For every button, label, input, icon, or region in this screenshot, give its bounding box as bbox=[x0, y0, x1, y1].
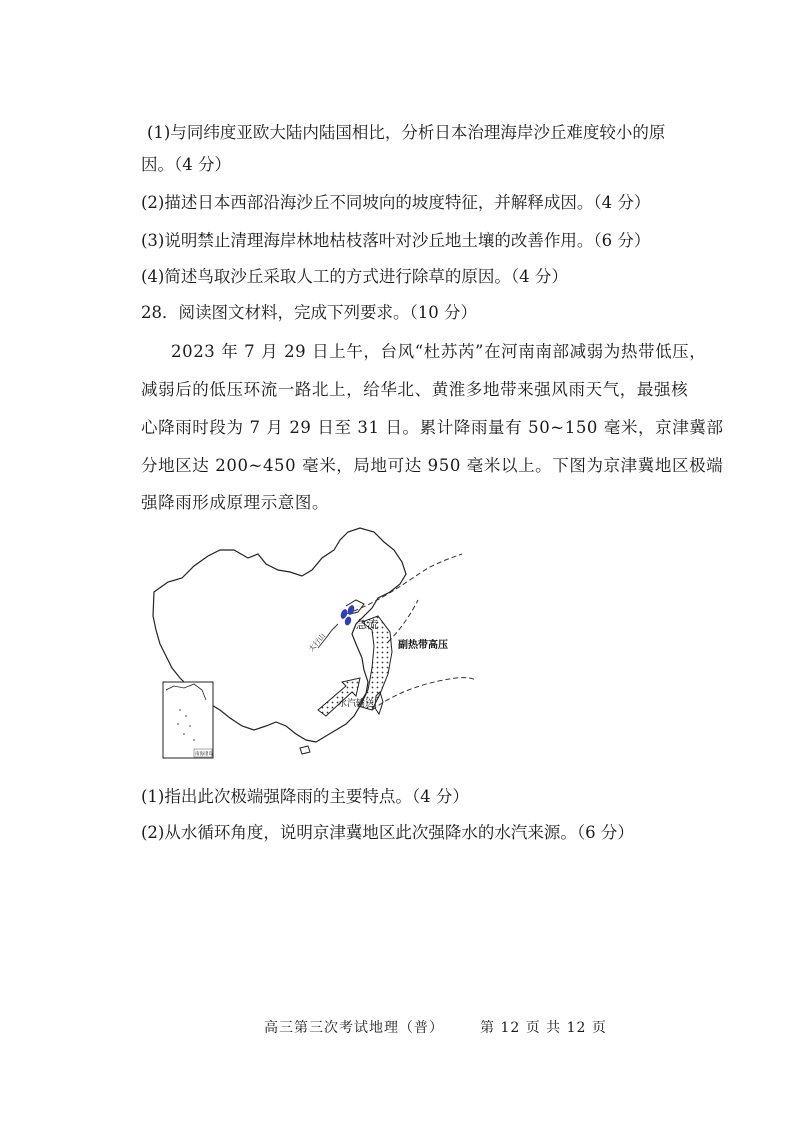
q27-subq-2: (2)描述日本西部沿海沙丘不同坡向的坡度特征，并解释成因。（4 分） bbox=[141, 193, 651, 212]
label-taihang: 太行山 bbox=[307, 632, 328, 654]
rain-area-2 bbox=[346, 604, 355, 615]
q28-paragraph-line-3: 心降雨时段为 7 月 29 日至 31 日。累计降雨量有 50~150 毫米，京津冀部 bbox=[141, 418, 724, 437]
south-sea-inset-frame bbox=[163, 682, 213, 758]
q28-paragraph-line-2: 减弱后的低压环流一路北上，给华北、黄淮多地带来强风雨天气，最强核 bbox=[141, 380, 689, 399]
hainan-outline bbox=[300, 746, 310, 754]
moisture-arrow bbox=[318, 678, 360, 716]
q28-subq-2: (2)从水循环角度，说明京津冀地区此次强降水的水汽来源。（6 分） bbox=[141, 823, 634, 842]
label-inset: 南海诸岛 bbox=[195, 752, 213, 757]
footer-page-number: 第 12 页 共 12 页 bbox=[480, 1020, 607, 1036]
label-vapor-transport: 水汽输送 bbox=[338, 699, 375, 709]
q28-paragraph-line-1: 2023 年 7 月 29 日上午，台风“杜苏芮”在河南南部减弱为热带低压， bbox=[171, 342, 707, 361]
label-subtropical-high: 副热带高压 bbox=[398, 640, 448, 651]
q27-subq-1a: (1)与同纬度亚欧大陆内陆国相比，分析日本治理海岸沙丘难度较小的原 bbox=[147, 123, 666, 142]
q27-subq-3: (3)说明禁止清理海岸林地枯枝落叶对沙丘地土壤的改善作用。（6 分） bbox=[141, 231, 651, 250]
q28-subq-1: (1)指出此次极端强降雨的主要特点。（4 分） bbox=[141, 787, 469, 806]
q28-paragraph-line-5: 强降雨形成原理示意图。 bbox=[141, 493, 330, 512]
q28-header: 28．阅读图文材料，完成下列要求。（10 分） bbox=[141, 303, 477, 322]
rainfall-mechanism-map bbox=[150, 520, 480, 760]
label-jet-stream: 急流 bbox=[356, 618, 378, 631]
footer-exam-title: 高三第三次考试地理（普） bbox=[264, 1020, 444, 1036]
q27-subq-4: (4)简述鸟取沙丘采取人工的方式进行除草的原因。（4 分） bbox=[141, 267, 568, 286]
q27-subq-1b: 因。（4 分） bbox=[141, 155, 231, 174]
q28-paragraph-line-4: 分地区达 200~450 毫米，局地可达 950 毫米以上。下图为京津冀地区极端 bbox=[141, 456, 724, 475]
